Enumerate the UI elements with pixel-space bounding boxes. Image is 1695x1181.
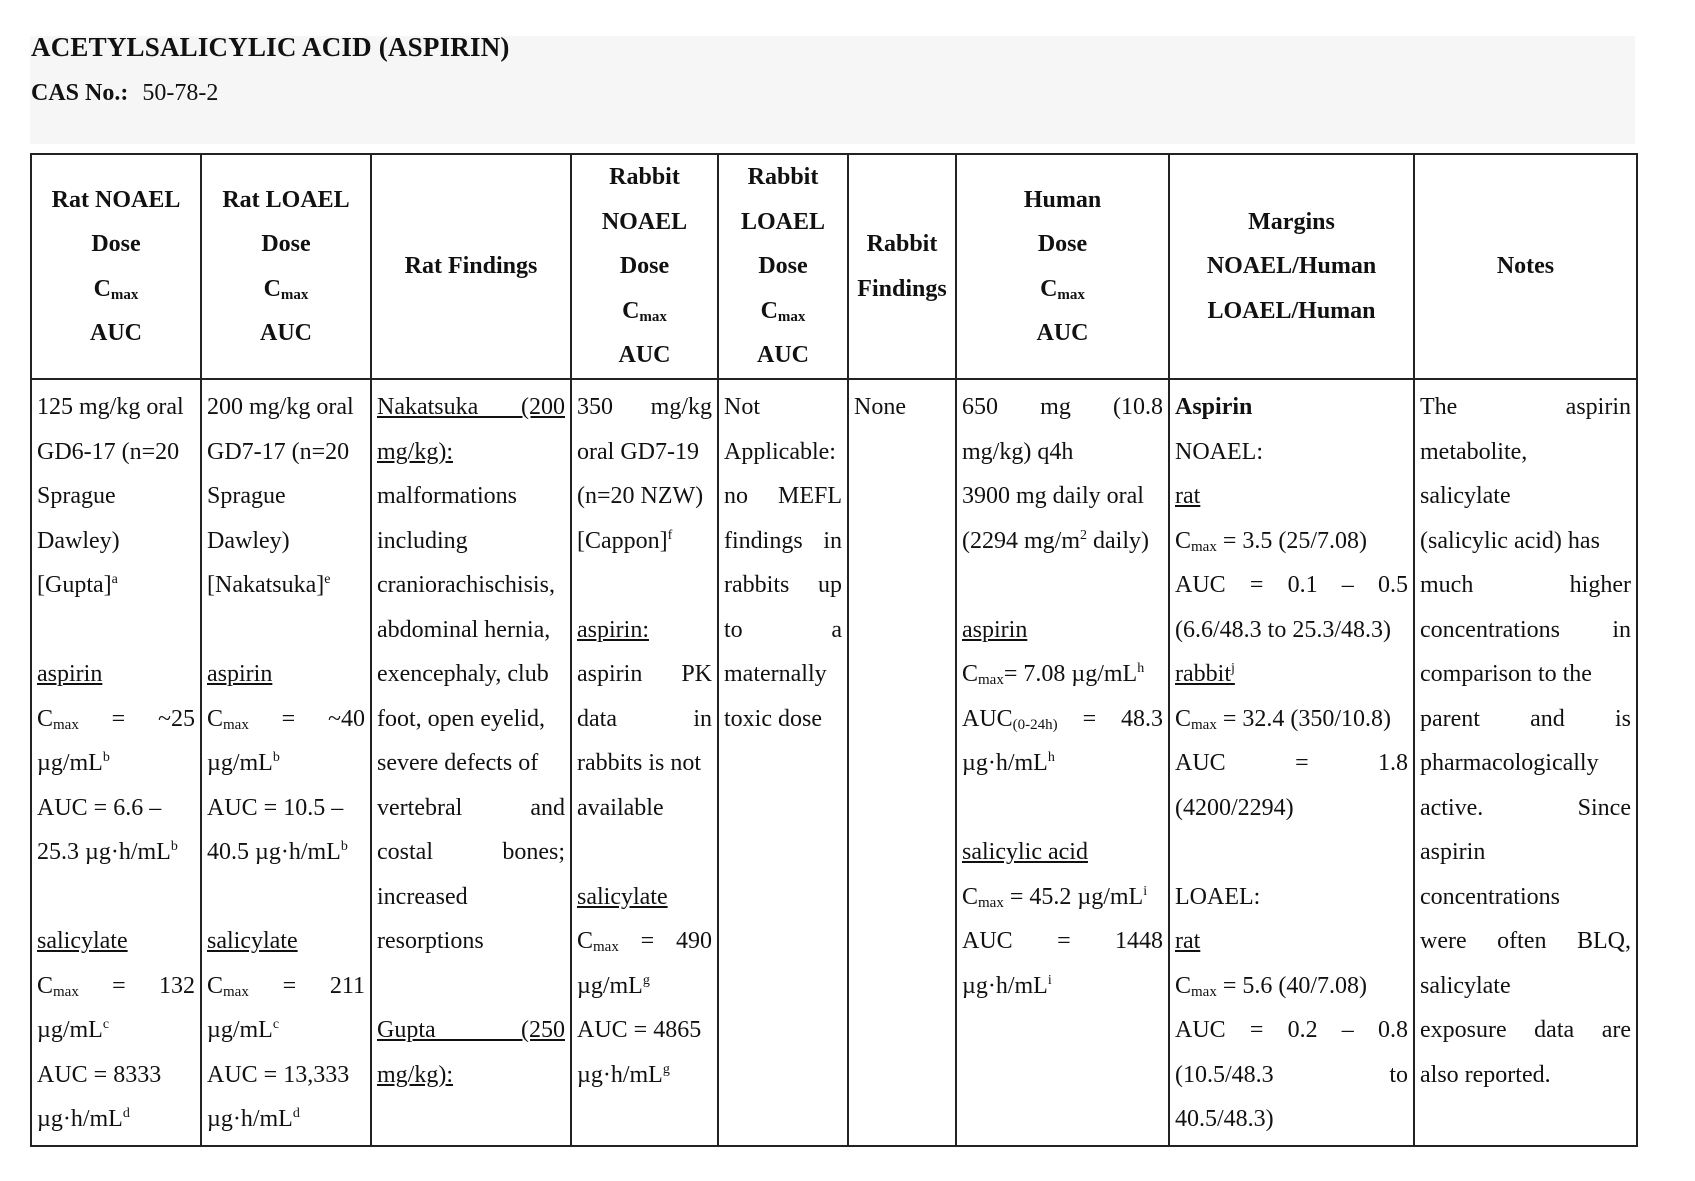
cell-rabbit-noael: 350 mg/kg oral GD7-19 (n=20 NZW) [Cappon]$^f$ aspirin: aspirin PK data in rabbits is not available salicylate $C_{max} = 490$ $\mu g/mL^g$ AUC = 4865 $\mu g\cdot h/mL^g$ — [571, 379, 718, 1146]
header-notes: Notes — [1414, 154, 1637, 379]
cas-number: 50-78-2 — [142, 80, 219, 106]
cell-human: 650 mg (10.8 mg/kg) q4h 3900 mg daily oral (2294 $mg/m^2$ daily) aspirin $C_{max}= 7.08$ $\mu g/mL^h$ $AUC_{(0-24h)} = 48.3$ $\mu g\cdot h/mL^h$ salicylic acid $C_{max} = 45.2$ $\mu g/mL^i$ AUC = 1448 $\mu g\cdot h/mL^i$ — [956, 379, 1169, 1146]
header-rat-loael: Rat LOAEL Dose $C_{max}$ AUC — [201, 154, 371, 379]
header-rabbit-findings: Rabbit Findings — [848, 154, 956, 379]
cell-margins: Aspirin NOAEL: rat $C_{max} = 3.5$ (25/7.08) AUC = 0.1 – 0.5 (6.6/48.3 to 25.3/48.3) rabbit$^j$ $C_{max} = 32.4$ (350/10.8) AUC = 1.8 (4200/2294) LOAEL: rat $C_{max} = 5.6$ (40/7.08) AUC = 0.2 – 0.8 (10.5/48.3 to 40.5/48.3) — [1169, 379, 1414, 1146]
cell-rat-loael: 200 mg/kg oral GD7-17 (n=20 Sprague Dawley) [Nakatsuka]$^e$ aspirin $C_{max}$ = ~40 $\mu g/mL^b$ AUC = 10.5 – 40.5 $\mu g\cdot h/mL^b$ salicylate $C_{max} = 211$ $\mu g/mL^c$ AUC = 13,333 $\mu g\cdot h/mL^d$ — [201, 379, 371, 1146]
header-margins: Margins NOAEL/Human LOAEL/Human — [1169, 154, 1414, 379]
cell-notes: The aspirin metabolite, salicylate (salicylic acid) has much higher concentrations in comparison to the parent and is pharmacologically active. Since aspirin concentrations were often BLQ, salicylate exposure data are also reported. — [1414, 379, 1637, 1146]
cas-line — [31, 80, 218, 107]
header-human: Human Dose $C_{max}$ AUC — [956, 154, 1169, 379]
cell-rat-findings: Nakatsuka (200 mg/kg): malformations including craniorachischisis, abdominal hernia, exencephaly, club foot, open eyelid, severe defects of vertebral and costal bones; increased resorptions Gupta (250 mg/kg): — [371, 379, 571, 1146]
document-title: ACETYLSALICYLIC ACID (ASPIRIN) — [31, 32, 510, 62]
header-rabbit-noael: Rabbit NOAEL Dose $C_{max}$ AUC — [571, 154, 718, 379]
cas-label: CAS No.: — [31, 80, 129, 106]
header-rat-findings: Rat Findings — [371, 154, 571, 379]
toxicity-table — [30, 153, 1638, 1147]
cell-rat-noael: 125 mg/kg oral GD6-17 (n=20 Sprague Dawley) [Gupta]$^a$ aspirin $C_{max}$ = ~25 $\mu g/mL^b$ AUC = 6.6 – 25.3 $\mu g\cdot h/mL^b$ salicylate $C_{max} = 132$ $\mu g/mL^c$ AUC = 8333 $\mu g\cdot h/mL^d$ — [31, 379, 201, 1146]
header-rabbit-loael: Rabbit LOAEL Dose $C_{max}$ AUC — [718, 154, 848, 379]
header-rat-noael: Rat NOAEL Dose $C_{max}$ AUC — [31, 154, 201, 379]
cell-rabbit-loael: Not Applicable: no MEFL findings in rabbits up to a maternally toxic dose — [718, 379, 848, 1146]
data-row — [31, 379, 1637, 1146]
cell-rabbit-findings: None — [848, 379, 956, 1146]
header-row — [31, 154, 1637, 379]
